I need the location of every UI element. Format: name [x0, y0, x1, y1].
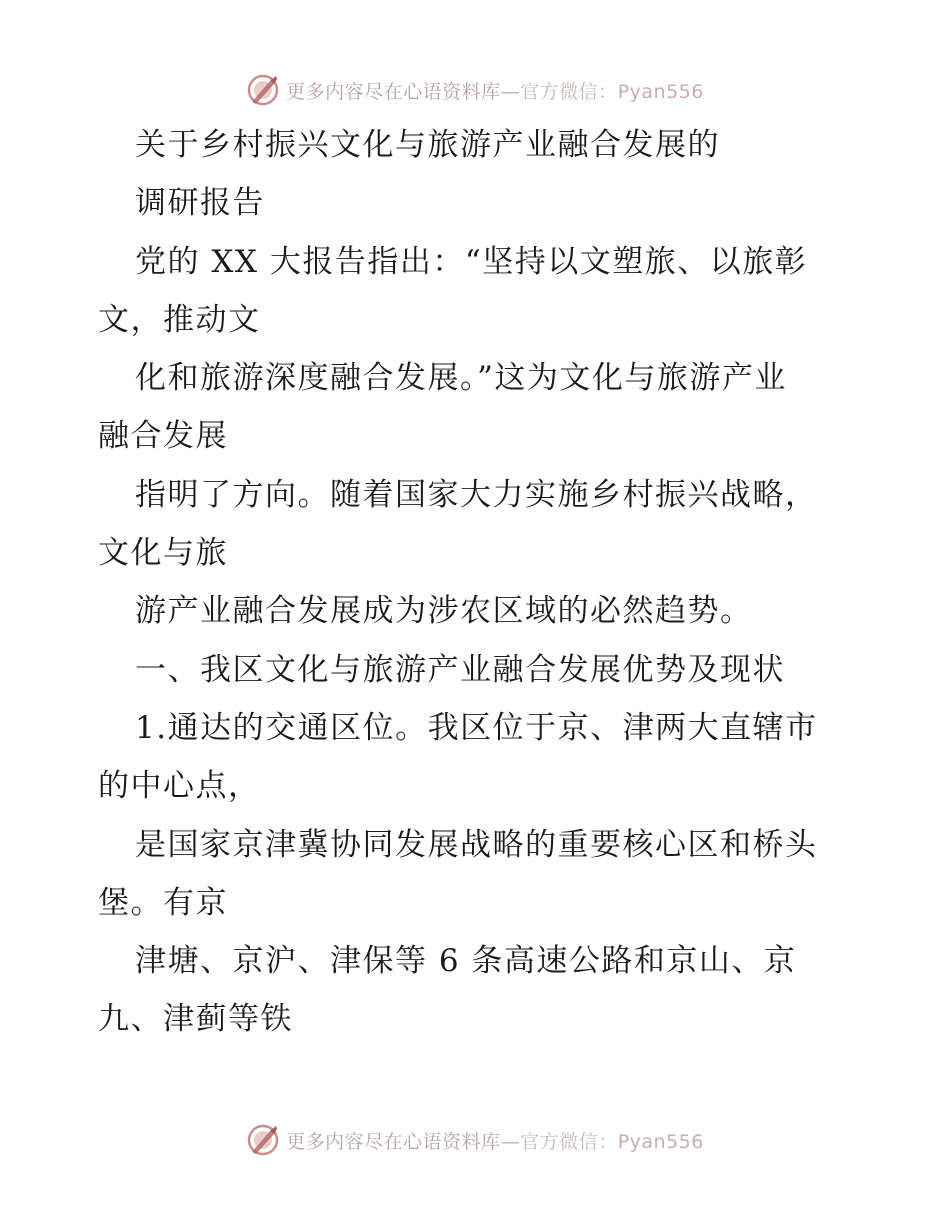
header-watermark — [0, 70, 950, 110]
watermark-account-label: 官方微信： — [520, 1130, 618, 1153]
text-line: 津塘、京沪、津保等 6 条高速公路和京山、京 — [135, 943, 797, 980]
text-line: 1.通达的交通区位。我区位于京、津两大直辖市 — [135, 709, 818, 746]
watermark-brand: 更多内容尽在心语资料库 — [286, 1130, 501, 1153]
footer-watermark — [0, 1120, 950, 1160]
watermark-account-label: 官方微信： — [520, 80, 618, 103]
quill-seal-icon — [246, 73, 280, 107]
text-line: 文，推动文 — [98, 301, 261, 338]
text-line: 调研报告 — [135, 185, 265, 222]
watermark-separator: — — [500, 80, 521, 103]
document-body — [98, 116, 858, 1049]
watermark-account-id: Pyan556 — [617, 80, 704, 103]
text-line: 化和旅游深度融合发展。”这为文化与旅游产业 — [135, 360, 787, 397]
watermark-text — [286, 1127, 704, 1154]
text-line: 堡。有京 — [98, 884, 228, 921]
text-line: 的中心点， — [98, 768, 261, 805]
text-line: 一、我区文化与旅游产业融合发展优势及现状 — [135, 651, 785, 688]
text-line: 文化与旅 — [98, 535, 228, 572]
watermark-account-id: Pyan556 — [617, 1130, 704, 1153]
text-line: 游产业融合发展成为涉农区域的必然趋势。 — [135, 593, 753, 630]
watermark-text — [286, 77, 704, 104]
text-line: 指明了方向。随着国家大力实施乡村振兴战略， — [135, 476, 818, 513]
text-line: 融合发展 — [98, 418, 228, 455]
text-line: 关于乡村振兴文化与旅游产业融合发展的 — [135, 127, 720, 163]
quill-seal-icon — [246, 1123, 280, 1157]
text-line: 九、津蓟等铁 — [98, 1001, 293, 1038]
text-line: 是国家京津冀协同发展战略的重要核心区和桥头 — [135, 826, 818, 863]
watermark-brand: 更多内容尽在心语资料库 — [286, 80, 501, 103]
watermark-separator: — — [500, 1130, 521, 1153]
text-line: 党的 XX 大报告指出：“坚持以文塑旅、以旅彰 — [135, 243, 808, 280]
